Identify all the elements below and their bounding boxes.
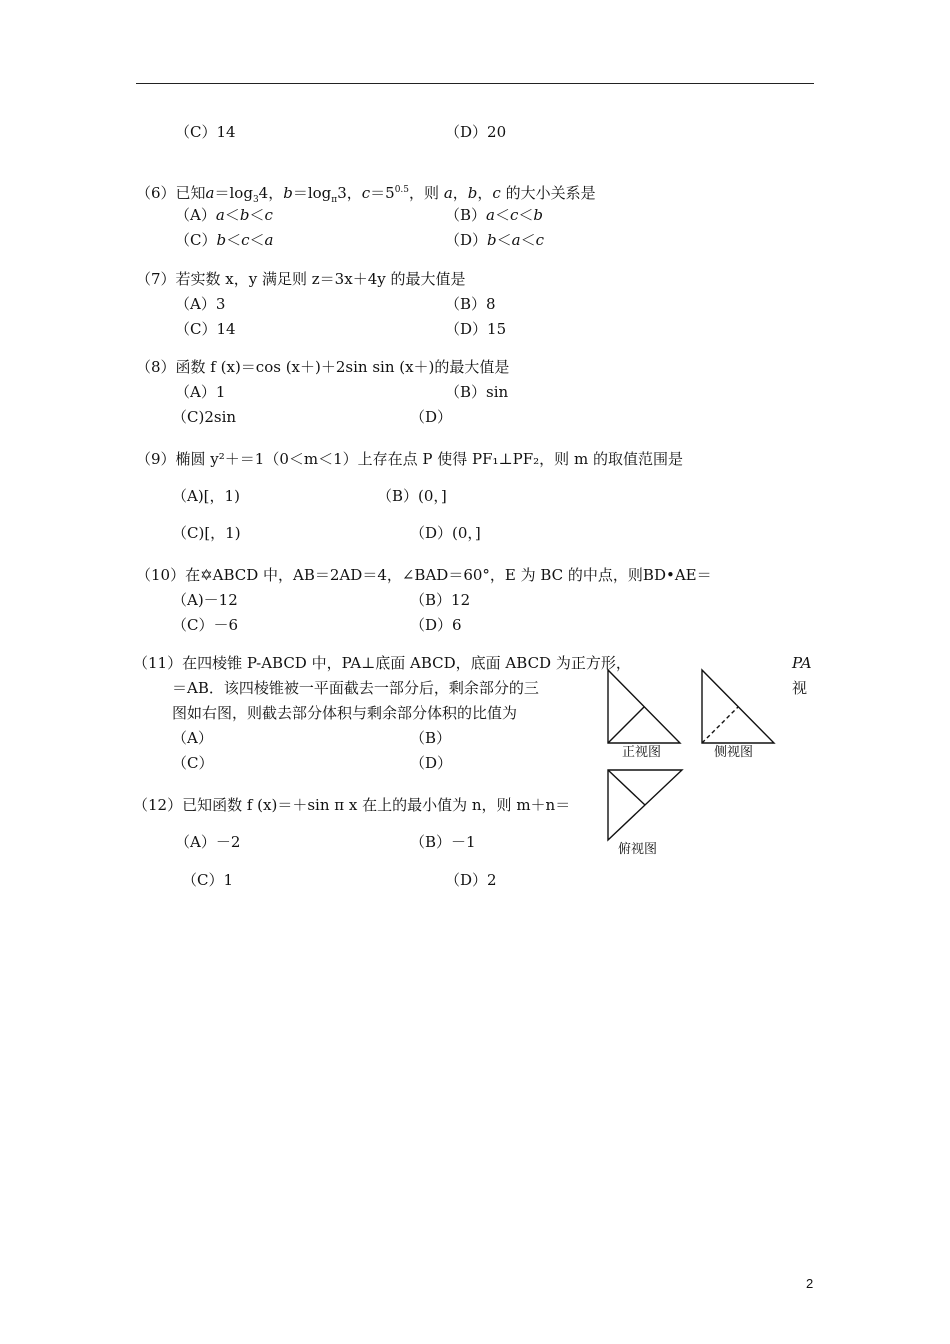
top-view-drawing	[608, 770, 682, 840]
q6-option-c: （C）b＜c＜a	[175, 231, 274, 249]
q5-option-d: （D）20	[445, 123, 507, 141]
q11-line-1-right: PA	[792, 654, 812, 672]
side-view-drawing	[702, 670, 774, 743]
q7-stem: （7）若实数 x，y 满足则 z＝3x＋4y 的最大值是	[136, 270, 466, 288]
q10-stem: （10）在✡ABCD 中，AB＝2AD＝4，∠BAD＝60°，E 为 BC 的中点，则BD•AE＝	[136, 566, 712, 584]
q11-option-b: （B）	[410, 729, 452, 747]
q7-option-b: （B）8	[445, 295, 496, 313]
q6-option-a: （A）a＜b＜c	[175, 206, 273, 224]
page-number: 2	[806, 1276, 814, 1291]
q7-option-d: （D）15	[445, 320, 507, 338]
q11-line-2: ＝AB．该四棱锥被一平面截去一部分后，剩余部分的三	[172, 679, 539, 697]
side-view-caption: 侧视图	[714, 745, 754, 760]
q8-option-c: （C)2sin	[172, 408, 237, 426]
q6-stem: （6）已知$a=\log_34$，$b=\log_\pi 3$，$c=5^{0.5}$，则 a，b，c 的大小关系是	[136, 184, 596, 205]
q11-option-a: （A）	[172, 729, 213, 747]
top-view-caption: 俯视图	[618, 842, 658, 857]
q6-option-b: （B）a＜c＜b	[445, 206, 544, 224]
q9-option-d: （D）(0，]	[410, 524, 481, 542]
q9-option-b: （B）(0，]	[377, 487, 447, 505]
q8-option-a: （A）1	[175, 383, 226, 401]
q8-stem: （8）函数 f (x)＝cos (x＋)＋2sin sin (x＋)的最大值是	[136, 358, 510, 376]
q12-option-d: （D）2	[445, 871, 497, 889]
q12-option-a: （A）－2	[175, 833, 241, 851]
q10-option-a: （A)－12	[172, 591, 238, 609]
q9-option-a: （A)[，1)	[172, 487, 240, 505]
q8-option-d: （D）	[410, 408, 453, 426]
q7-option-a: （A）3	[175, 295, 226, 313]
q10-option-c: （C）－6	[172, 616, 239, 634]
q12-option-c: （C）1	[182, 871, 234, 889]
q11-line-2-right: 视	[792, 679, 808, 697]
q9-option-c: （C)[，1)	[172, 524, 241, 542]
front-view-drawing	[608, 670, 680, 743]
front-view-caption: 正视图	[622, 745, 662, 760]
q6-option-d: （D）b＜a＜c	[445, 231, 545, 249]
q11-option-c: （C）	[172, 754, 214, 772]
q10-option-b: （B）12	[410, 591, 471, 609]
q9-stem: （9）椭圆 y²＋＝1（0＜m＜1）上存在点 P 使得 PF₁⊥PF₂，则 m 的取值范围是	[136, 450, 683, 468]
q11-option-d: （D）	[410, 754, 453, 772]
q7-option-c: （C）14	[175, 320, 236, 338]
q5-option-c: （C）14	[175, 123, 236, 141]
q10-option-d: （D）6	[410, 616, 462, 634]
q11-line-1: （11）在四棱锥 P-ABCD 中，PA⊥底面 ABCD，底面 ABCD 为正方形，	[133, 654, 631, 672]
q12-option-b: （B）－1	[410, 833, 476, 851]
q8-option-b: （B）sin	[445, 383, 509, 401]
header-rule	[136, 83, 814, 84]
q12-stem: （12）已知函数 f (x)＝＋sin π x 在上的最小值为 n，则 m＋n＝	[133, 796, 571, 814]
q11-line-3: 图如右图，则截去部分体积与剩余部分体积的比值为	[172, 704, 518, 722]
